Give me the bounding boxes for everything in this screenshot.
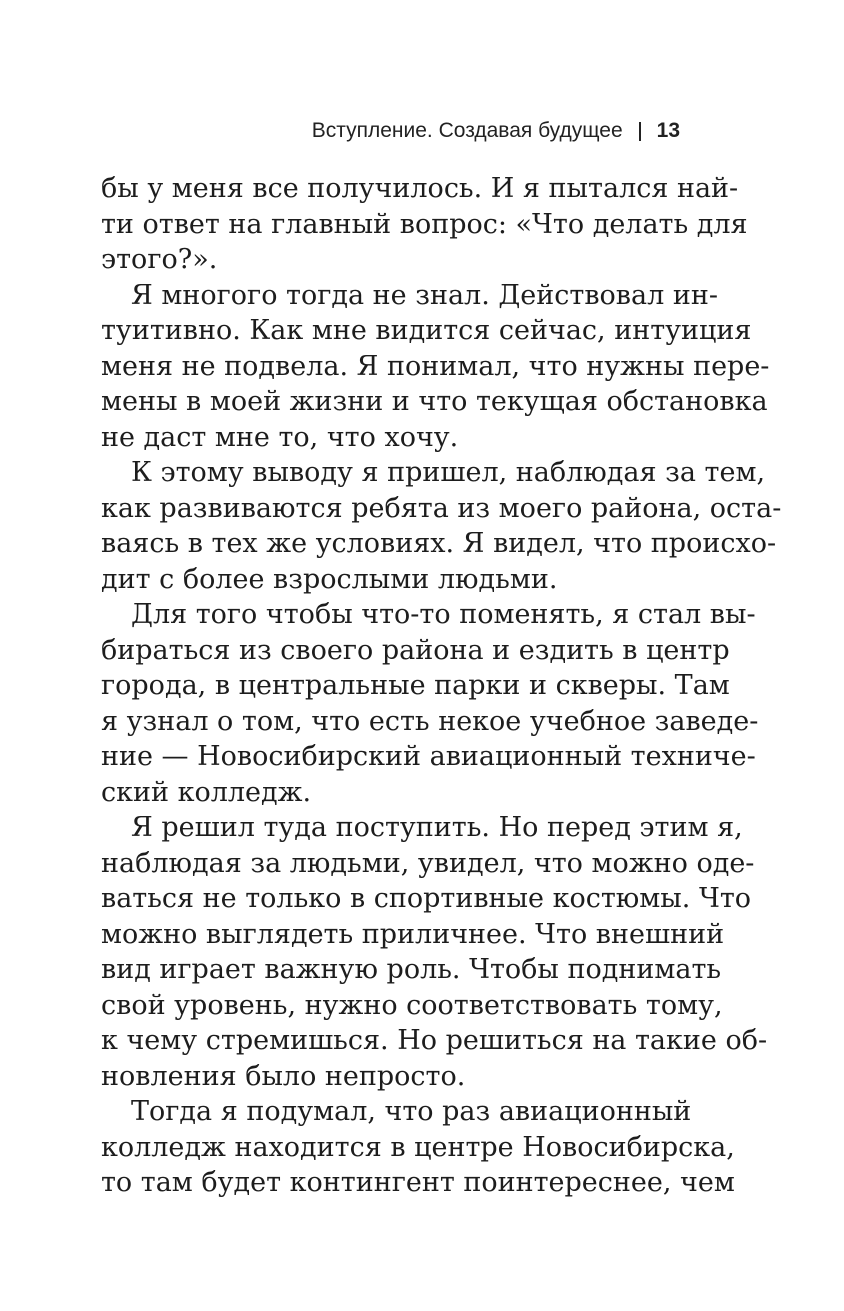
paragraph — [101, 597, 759, 810]
text-line: не даст мне то, что хочу. — [101, 421, 459, 453]
text-line: свой уровень, нужно соответствовать тому, — [101, 989, 723, 1021]
text-line: новления было непросто. — [101, 1060, 466, 1092]
text-line: мены в моей жизни и что текущая обстановка — [101, 386, 768, 417]
text-line: ти ответ на главный вопрос: «Что делать для — [101, 208, 748, 240]
text-line: ваясь в тех же условиях. Я видел, что происхо- — [101, 528, 777, 559]
paragraph — [101, 171, 748, 278]
body-text — [101, 171, 782, 1201]
paragraph — [101, 278, 770, 456]
text-line: бираться из своего района и ездить в центр — [101, 634, 730, 666]
page-number: 13 — [656, 119, 680, 142]
running-head — [312, 116, 680, 146]
text-line: дит с более взрослыми людьми. — [101, 563, 558, 595]
text-line: бы у меня все получилось. И я пытался най- — [101, 173, 739, 204]
text-line: К этому выводу я пришел, наблюдая за тем, — [131, 457, 766, 488]
text-line: ский колледж. — [101, 776, 312, 808]
text-line: Я решил туда поступить. Но перед этим я, — [131, 812, 743, 843]
paragraph — [101, 810, 768, 1094]
text-line: ваться не только в спортивные костюмы. Что — [101, 883, 752, 914]
text-line: колледж находится в центре Новосибирска, — [101, 1131, 735, 1163]
running-title: Вступление. Создавая будущее — [311, 119, 623, 142]
paragraph — [101, 455, 782, 597]
text-line: наблюдая за людьми, увидел, что можно оде- — [101, 847, 755, 879]
text-line: Тогда я подумал, что раз авиационный — [131, 1096, 692, 1127]
text-line: как развиваются ребята из моего района, оста- — [101, 492, 782, 524]
text-line: я узнал о том, что есть некое учебное заведе- — [101, 705, 759, 737]
text-line: ние — Новосибирский авиационный техниче- — [101, 741, 756, 772]
text-line: то там будет контингент поинтереснее, чем — [101, 1167, 735, 1198]
paragraph — [101, 1094, 735, 1201]
text-line: туитивно. Как мне видится сейчас, интуиция — [101, 315, 752, 346]
text-line: к чему стремишься. Но решиться на такие об- — [101, 1025, 768, 1056]
text-line: меня не подвела. Я понимал, что нужны пере- — [101, 350, 770, 382]
text-line: Я многого тогда не знал. Действовал ин- — [131, 279, 718, 311]
text-line: этого?». — [101, 244, 218, 275]
header-separator — [639, 122, 641, 141]
text-line: Для того чтобы что-то поменять, я стал вы- — [131, 599, 756, 630]
text-line: вид играет важную роль. Чтобы поднимать — [101, 954, 722, 985]
text-line: города, в центральные парки и скверы. Там — [101, 670, 730, 701]
text-line: можно выглядеть приличнее. Что внешний — [101, 918, 725, 950]
